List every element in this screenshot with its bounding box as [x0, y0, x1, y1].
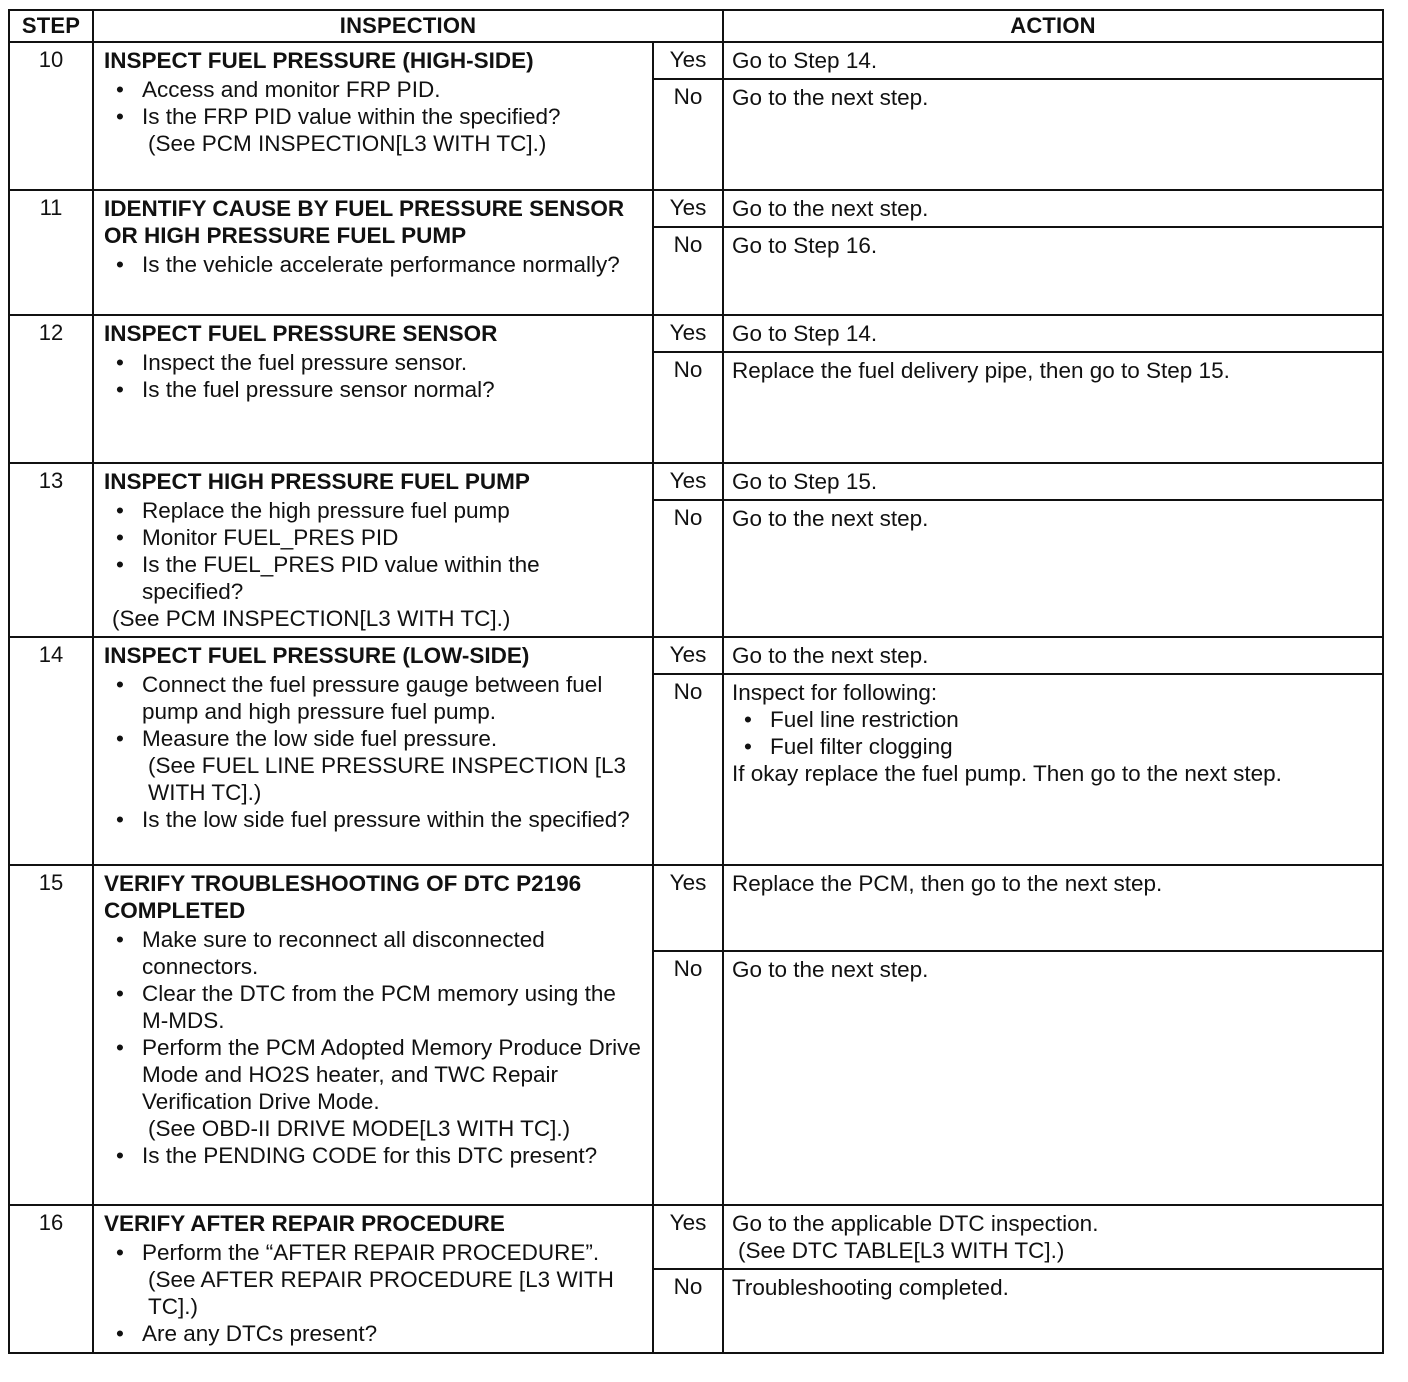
inspection-title: INSPECT FUEL PRESSURE SENSOR: [104, 321, 498, 346]
list-item: • Monitor FUEL_PRES PID: [104, 524, 644, 551]
list-item-text: Measure the low side fuel pressure.: [142, 726, 498, 751]
inspection-title: IDENTIFY CAUSE BY FUEL PRESSURE SENSOR OR HIGH PRESSURE FUEL PUMP: [104, 196, 625, 248]
table-row: [9, 1205, 1383, 1269]
table-row: [9, 42, 1383, 79]
step-number: 13: [9, 463, 93, 637]
no-action: Go to the next step.: [723, 79, 1383, 190]
list-item: • Is the PENDING CODE for this DTC present?: [104, 1142, 644, 1169]
inspection-list: [104, 926, 644, 1169]
inspection-cell: [93, 315, 653, 463]
list-item: • Is the FUEL_PRES PID value within the specified?: [104, 551, 644, 605]
list-item: • Make sure to reconnect all disconnected connectors.: [104, 926, 644, 980]
inspection-list: [104, 251, 644, 278]
yes-action: Go to Step 15.: [723, 463, 1383, 500]
inspection-cell: [93, 463, 653, 637]
yes-action: Replace the PCM, then go to the next step.: [723, 865, 1383, 951]
list-item: [104, 1239, 644, 1320]
list-item: [104, 725, 644, 806]
no-label: No: [653, 674, 723, 865]
header-action: ACTION: [723, 10, 1383, 42]
list-item: • Is the low side fuel pressure within the specified?: [104, 806, 644, 833]
reference-link-text: (See AFTER REPAIR PROCEDURE [L3 WITH TC].): [148, 1267, 614, 1319]
yes-action: Go to Step 14.: [723, 42, 1383, 79]
no-action-intro: Inspect for following:: [732, 680, 938, 705]
no-label: No: [653, 352, 723, 463]
inspection-list: [104, 1239, 644, 1347]
list-item: • Inspect the fuel pressure sensor.: [104, 349, 644, 376]
no-action: [723, 674, 1383, 865]
yes-label: Yes: [653, 637, 723, 674]
table-row: [9, 463, 1383, 500]
list-item: • Fuel filter clogging: [732, 733, 1374, 760]
list-item: • Is the FRP PID value within the specified?: [104, 103, 644, 130]
header-row: [9, 10, 1383, 42]
list-item: • Fuel line restriction: [732, 706, 1374, 733]
list-item: • Is the vehicle accelerate performance normally?: [104, 251, 644, 278]
yes-label: Yes: [653, 315, 723, 352]
table-row: [9, 865, 1383, 951]
inspection-list: [104, 671, 644, 833]
no-label: No: [653, 227, 723, 315]
inspection-cell: [93, 42, 653, 190]
table-row: [9, 315, 1383, 352]
reference-link-text: (See DTC TABLE[L3 WITH TC].): [738, 1238, 1065, 1263]
inspection-cell: [93, 1205, 653, 1353]
inspection-cell: [93, 637, 653, 865]
yes-action: Go to Step 14.: [723, 315, 1383, 352]
no-action: Troubleshooting completed.: [723, 1269, 1383, 1353]
step-number: 16: [9, 1205, 93, 1353]
yes-label: Yes: [653, 42, 723, 79]
inspection-list: [104, 497, 644, 605]
yes-label: Yes: [653, 1205, 723, 1269]
no-label: No: [653, 500, 723, 637]
inspection-title: INSPECT FUEL PRESSURE (LOW-SIDE): [104, 643, 530, 668]
list-item: • Is the fuel pressure sensor normal?: [104, 376, 644, 403]
reference-link-text: (See OBD-II DRIVE MODE[L3 WITH TC].): [148, 1116, 571, 1141]
inspection-cell: [93, 865, 653, 1205]
table-row: [9, 190, 1383, 227]
list-item-text: Perform the PCM Adopted Memory Produce Drive Mode and HO2S heater, and TWC Repair Verification Drive Mode.: [142, 1035, 641, 1114]
no-label: No: [653, 951, 723, 1205]
inspection-title: INSPECT HIGH PRESSURE FUEL PUMP: [104, 469, 530, 494]
no-label: No: [653, 79, 723, 190]
list-item: [104, 1034, 644, 1142]
yes-action: Go to the next step.: [723, 637, 1383, 674]
inspection-title: VERIFY AFTER REPAIR PROCEDURE: [104, 1211, 505, 1236]
inspection-title: INSPECT FUEL PRESSURE (HIGH-SIDE): [104, 48, 534, 73]
no-action: Replace the fuel delivery pipe, then go to Step 15.: [723, 352, 1383, 463]
troubleshooting-table: [8, 9, 1384, 1354]
step-number: 10: [9, 42, 93, 190]
inspection-cell: [93, 190, 653, 315]
list-item: • Clear the DTC from the PCM memory using the M-MDS.: [104, 980, 644, 1034]
step-number: 14: [9, 637, 93, 865]
yes-action: Go to the next step.: [723, 190, 1383, 227]
yes-label: Yes: [653, 865, 723, 951]
no-action-list: [732, 706, 1374, 760]
no-action: Go to the next step.: [723, 951, 1383, 1205]
list-item-text: Perform the “AFTER REPAIR PROCEDURE”.: [142, 1240, 600, 1265]
yes-action-text: Go to the applicable DTC inspection.: [732, 1211, 1099, 1236]
list-item: • Are any DTCs present?: [104, 1320, 644, 1347]
list-item: • Connect the fuel pressure gauge between fuel pump and high pressure fuel pump.: [104, 671, 644, 725]
header-step: STEP: [9, 10, 93, 42]
no-action: Go to the next step.: [723, 500, 1383, 637]
step-number: 15: [9, 865, 93, 1205]
header-inspection: INSPECTION: [93, 10, 723, 42]
inspection-list: [104, 349, 644, 403]
no-label: No: [653, 1269, 723, 1353]
inspection-list: [104, 76, 644, 130]
yes-action: [723, 1205, 1383, 1269]
step-number: 12: [9, 315, 93, 463]
table-row: [9, 637, 1383, 674]
list-item: • Access and monitor FRP PID.: [104, 76, 644, 103]
reference-link-text: (See PCM INSPECTION[L3 WITH TC].): [112, 606, 511, 631]
step-number: 11: [9, 190, 93, 315]
yes-label: Yes: [653, 463, 723, 500]
reference-link-text: (See FUEL LINE PRESSURE INSPECTION [L3 WITH TC].): [148, 753, 627, 805]
reference-link-text: (See PCM INSPECTION[L3 WITH TC].): [148, 131, 547, 156]
yes-label: Yes: [653, 190, 723, 227]
list-item: • Replace the high pressure fuel pump: [104, 497, 644, 524]
no-action-outro: If okay replace the fuel pump. Then go to the next step.: [732, 761, 1282, 786]
no-action: Go to Step 16.: [723, 227, 1383, 315]
inspection-title: VERIFY TROUBLESHOOTING OF DTC P2196 COMPLETED: [104, 871, 582, 923]
